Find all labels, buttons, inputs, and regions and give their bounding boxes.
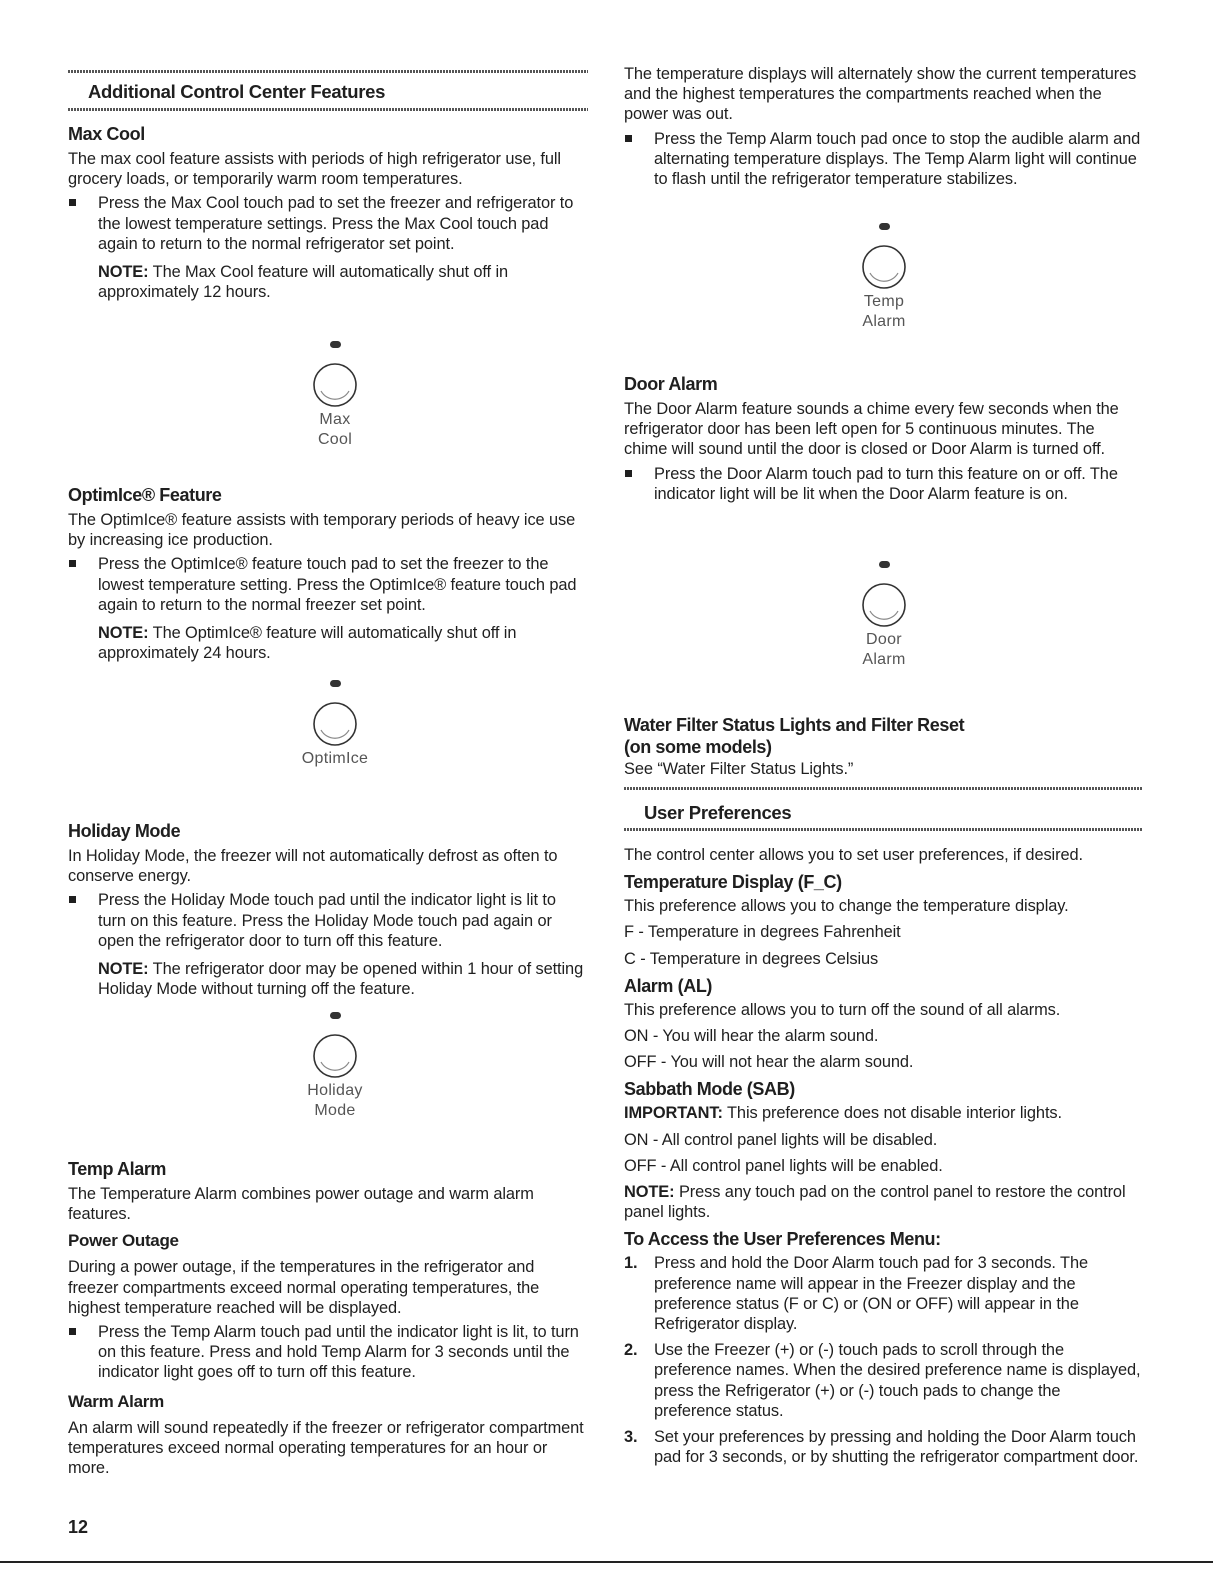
pad-label: OptimIce [301, 750, 369, 767]
section-header-additional-features [68, 70, 588, 111]
max-cool-note [68, 262, 588, 302]
pad-label: Temp [863, 293, 905, 310]
touch-pad-circle-icon [312, 701, 358, 747]
indicator-light-icon [330, 1012, 341, 1019]
water-filter-text: See “Water Filter Status Lights.” [624, 760, 854, 778]
optimice-bullet: Press the OptimIce® feature touch pad to set the freezer to the lowest temperature setting. Press the OptimIce® feature touch pad again to return to the normal freezer set point. [68, 554, 588, 615]
temp-alarm-intro: The Temperature Alarm combines power outage and warm alarm features. [68, 1185, 534, 1224]
footer-divider [0, 1561, 1213, 1563]
touch-pad-circle-icon [312, 1033, 358, 1079]
alarm-off-option: OFF - You will not hear the alarm sound. [624, 1053, 914, 1072]
holiday-mode-note [68, 959, 588, 999]
optimice-heading: OptimIce® Feature [68, 485, 222, 505]
sabbath-heading: Sabbath Mode (SAB) [624, 1079, 795, 1100]
door-alarm-intro: The Door Alarm feature sounds a chime every few seconds when the refrigerator door has been left open for 5 continuous minutes. The chime will sound until the door is closed or Door Alarm is turned off. [624, 400, 1119, 459]
water-filter-subheading: (on some models) [624, 737, 772, 757]
note-label: NOTE: [98, 960, 149, 979]
user-preferences-body [624, 845, 1142, 1467]
note-text: The OptimIce® feature will automatically shut off in approximately 24 hours. [98, 624, 517, 663]
celsius-option: C - Temperature in degrees Celsius [624, 949, 879, 968]
important-text: This preference does not disable interior lights. [722, 1104, 1062, 1123]
holiday-mode-bullet: Press the Holiday Mode touch pad until the indicator light is lit to turn on this feature. Press the Holiday Mode touch pad again or open the refrigerator door to turn off this feature. [68, 890, 588, 951]
temp-alarm-touch-pad[interactable] [824, 223, 944, 332]
access-menu-heading: To Access the User Preferences Menu: [624, 1229, 941, 1250]
power-outage-text: During a power outage, if the temperatures in the refrigerator and freezer compartments exceed normal operating temperatures, the highest temperature reached will be displayed. [68, 1258, 540, 1317]
pad-label: Holiday [307, 1082, 363, 1099]
sabbath-off-option: OFF - All control panel lights will be enabled. [624, 1156, 943, 1175]
touch-pad-circle-icon [861, 244, 907, 290]
section-header-user-preferences [624, 787, 1142, 831]
step-text: Use the Freezer (+) or (-) touch pads to scroll through the preference names. When the desired preference name is displayed, press the Refrigerator (+) or (-) touch pads to change the preference status. [654, 1341, 1141, 1420]
step-item [624, 1427, 1142, 1467]
holiday-mode-section [68, 820, 588, 999]
sabbath-on-option: ON - All control panel lights will be disabled. [624, 1130, 938, 1149]
temp-display-pref-text: This preference allows you to change the temperature display. [624, 897, 1069, 916]
sabbath-important [624, 1103, 1142, 1123]
alarm-pref-text: This preference allows you to turn off the sound of all alarms. [624, 1000, 1061, 1019]
note-text: The Max Cool feature will automatically shut off in approximately 12 hours. [98, 263, 509, 302]
max-cool-heading: Max Cool [68, 124, 145, 144]
water-filter-heading: Water Filter Status Lights and Filter Reset [624, 715, 965, 735]
note-text: Press any touch pad on the control panel to restore the control panel lights. [624, 1183, 1126, 1222]
touch-pad-circle-icon [312, 362, 358, 408]
optimice-touch-pad[interactable] [275, 680, 395, 769]
step-item [624, 1340, 1142, 1421]
power-outage-heading: Power Outage [68, 1231, 179, 1251]
pad-label: Alarm [862, 651, 906, 668]
temp-display-heading: Temperature Display (F_C) [624, 872, 842, 893]
optimice-intro: The OptimIce® feature assists with temporary periods of heavy ice use by increasing ice production. [68, 511, 576, 550]
temp-alarm-bullet: Press the Temp Alarm touch pad once to stop the audible alarm and alternating temperature displays. The Temp Alarm light will continue to flash until the refrigerator temperature stabilizes. [624, 129, 1142, 190]
warm-alarm-heading: Warm Alarm [68, 1391, 164, 1411]
max-cool-section [68, 123, 588, 302]
pad-label: Max [319, 411, 351, 428]
section-title: Additional Control Center Features [88, 81, 386, 102]
page-number: 12 [68, 1517, 89, 1537]
note-label: NOTE: [624, 1183, 675, 1202]
indicator-light-icon [879, 223, 890, 230]
pad-label: Cool [317, 431, 353, 448]
important-label: IMPORTANT: [624, 1104, 723, 1123]
note-label: NOTE: [98, 263, 149, 282]
temp-alarm-heading: Temp Alarm [68, 1159, 167, 1179]
step-text: Set your preferences by pressing and holding the Door Alarm touch pad for 3 seconds, or by shutting the refrigerator compartment door. [654, 1428, 1139, 1467]
step-number: 2. [624, 1341, 638, 1360]
holiday-mode-intro: In Holiday Mode, the freezer will not automatically defrost as often to conserve energy. [68, 847, 558, 886]
sabbath-note [624, 1182, 1142, 1222]
divider [68, 70, 588, 73]
holiday-mode-touch-pad[interactable] [275, 1012, 395, 1121]
temp-alarm-section [68, 1158, 588, 1478]
pad-label: Mode [314, 1102, 356, 1119]
step-item [624, 1253, 1142, 1334]
fahrenheit-option: F - Temperature in degrees Fahrenheit [624, 923, 901, 942]
alarm-heading: Alarm (AL) [624, 975, 713, 996]
door-alarm-heading: Door Alarm [624, 374, 718, 394]
pad-label: Door [866, 631, 902, 648]
power-outage-bullet: Press the Temp Alarm touch pad until the indicator light is lit, to turn on this feature. Press and hold Temp Alarm for 3 seconds until the indicator light goes off to turn off this feature. [68, 1322, 588, 1383]
divider [624, 787, 1142, 790]
divider [624, 828, 1142, 831]
indicator-light-icon [330, 680, 341, 687]
water-filter-section [624, 714, 1142, 779]
holiday-mode-heading: Holiday Mode [68, 821, 181, 841]
user-prefs-intro: The control center allows you to set user preferences, if desired. [624, 846, 1083, 864]
alarm-on-option: ON - You will hear the alarm sound. [624, 1027, 879, 1046]
max-cool-intro: The max cool feature assists with periods of high refrigerator use, full grocery loads, or temporarily warm room temperatures. [68, 150, 561, 189]
note-label: NOTE: [98, 624, 149, 643]
pad-label: Alarm [862, 313, 906, 330]
divider [68, 108, 588, 111]
note-text: The refrigerator door may be opened within 1 hour of setting Holiday Mode without turning off the feature. [98, 960, 584, 999]
door-alarm-touch-pad[interactable] [824, 561, 944, 670]
touch-pad-circle-icon [861, 582, 907, 628]
max-cool-touch-pad[interactable] [275, 341, 395, 450]
warm-alarm-text: An alarm will sound repeatedly if the freezer or refrigerator compartment temperatures exceed normal operating temperatures for an hour or more. [68, 1418, 584, 1478]
max-cool-bullet: Press the Max Cool touch pad to set the freezer and refrigerator to the lowest temperature settings. Press the Max Cool touch pad again to return to the normal refrigerator set point. [68, 193, 588, 254]
door-alarm-section [624, 373, 1142, 504]
step-number: 3. [624, 1428, 638, 1447]
temp-alarm-continued [624, 64, 1142, 189]
indicator-light-icon [330, 341, 341, 348]
temp-display-text: The temperature displays will alternately show the current temperatures and the highest temperatures the compartments reached when the power was out. [624, 65, 1137, 124]
optimice-section [68, 484, 588, 663]
door-alarm-bullet: Press the Door Alarm touch pad to turn this feature on or off. The indicator light will be lit when the Door Alarm feature is on. [624, 464, 1142, 504]
optimice-note [68, 623, 588, 663]
step-number: 1. [624, 1254, 638, 1273]
section-title: User Preferences [644, 802, 792, 823]
step-text: Press and hold the Door Alarm touch pad for 3 seconds. The preference name will appear in the Freezer display and the preference status (F or C) or (ON or OFF) will appear in the Refrigerator display. [654, 1254, 1088, 1334]
indicator-light-icon [879, 561, 890, 568]
